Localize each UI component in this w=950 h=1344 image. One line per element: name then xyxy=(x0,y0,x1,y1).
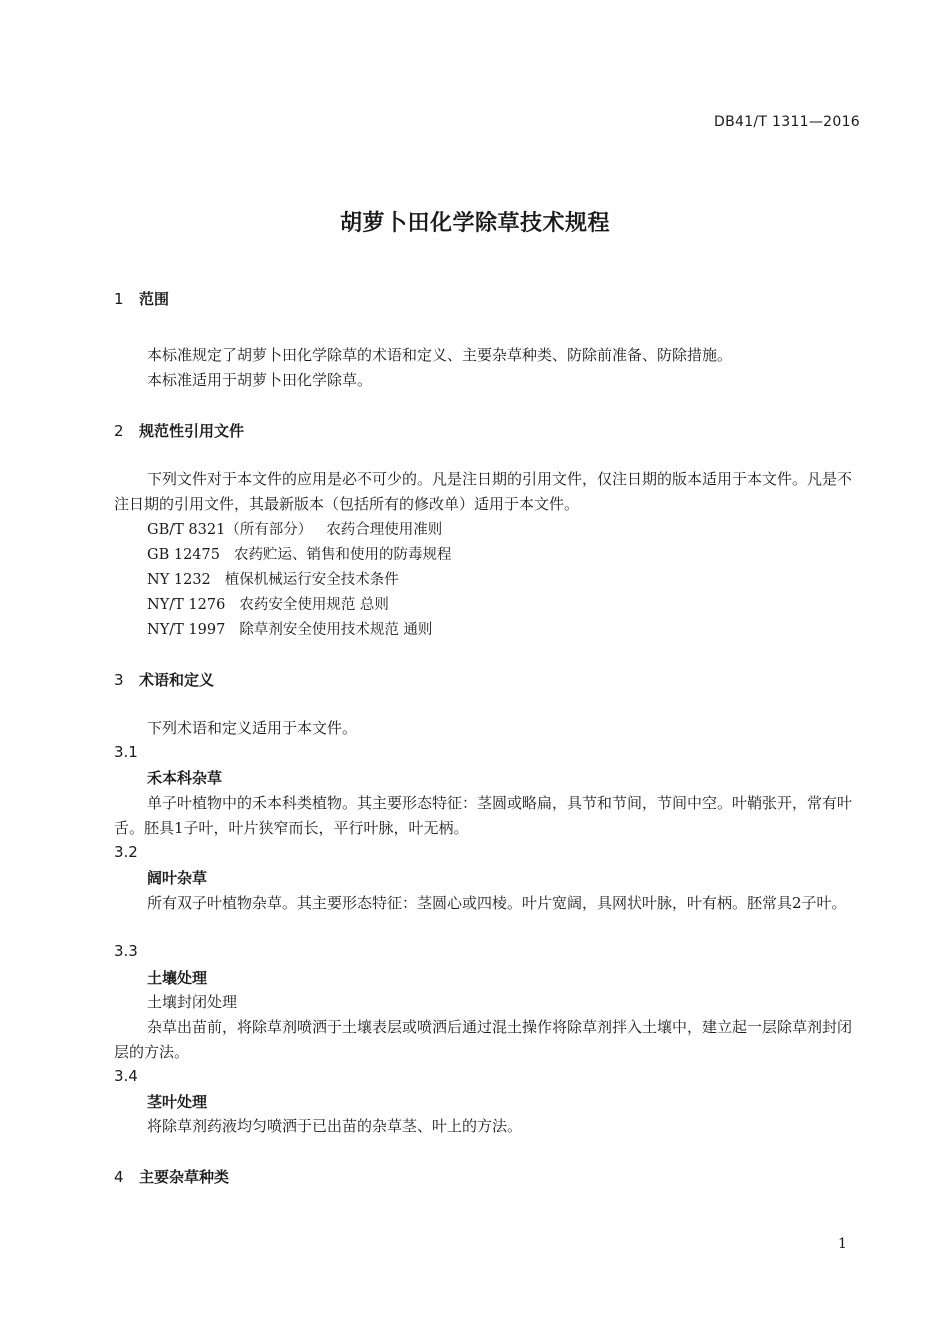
term-definition: 将除草剂药液均匀喷洒于已出苗的杂草茎、叶上的方法。 xyxy=(147,1117,523,1135)
reference-item xyxy=(147,568,399,589)
document-title: 胡萝卜田化学除草技术规程 xyxy=(339,211,610,236)
section-number: 4 xyxy=(114,1168,124,1186)
page-number: 1 xyxy=(838,1236,847,1252)
section-title: 术语和定义 xyxy=(139,671,215,689)
reference-item xyxy=(147,618,432,639)
term-number: 3.2 xyxy=(114,843,138,861)
paragraph: 本标准适用于胡萝卜田化学除草。 xyxy=(147,371,373,389)
term-name: 禾本科杂草 xyxy=(147,769,223,787)
section-number: 3 xyxy=(114,671,124,689)
section-number: 2 xyxy=(114,422,124,440)
section-title: 范围 xyxy=(139,290,170,308)
reference-title: 农药安全使用规范 总则 xyxy=(239,597,389,613)
term-number: 3.4 xyxy=(114,1067,138,1085)
reference-code: NY/T 1997 xyxy=(147,622,226,638)
term-definition: 单子叶植物中的禾本科类植物。其主要形态特征：茎圆或略扁，具节和节间，节间中空。叶鞘张开，常有叶舌。胚具1子叶，叶片狭窄而长，平行叶脉，叶无柄。 xyxy=(114,794,853,837)
section-3-heading xyxy=(114,669,214,690)
section-number: 1 xyxy=(114,290,124,308)
reference-code: GB 12475 xyxy=(147,547,220,563)
paragraph: 下列文件对于本文件的应用是必不可少的。凡是注日期的引用文件，仅注日期的版本适用于本文件。凡是不注日期的引用文件，其最新版本（包括所有的修改单）适用于本文件。 xyxy=(114,470,853,513)
term-name: 阔叶杂草 xyxy=(147,869,208,887)
term-alias: 土壤封闭处理 xyxy=(147,993,238,1011)
term-definition: 杂草出苗前，将除草剂喷洒于土壤表层或喷洒后通过混土操作将除草剂拌入土壤中，建立起一层除草剂封闭层的方法。 xyxy=(114,1018,853,1061)
section-title: 规范性引用文件 xyxy=(139,422,245,440)
reference-item xyxy=(147,593,389,614)
reference-title: 植保机械运行安全技术条件 xyxy=(224,572,399,588)
term-number: 3.3 xyxy=(114,942,138,960)
reference-title: 农药贮运、销售和使用的防毒规程 xyxy=(233,547,452,563)
standard-code: DB41/T 1311—2016 xyxy=(714,114,860,130)
term-name: 土壤处理 xyxy=(147,969,208,987)
paragraph: 本标准规定了胡萝卜田化学除草的术语和定义、主要杂草种类、防除前准备、防除措施。 xyxy=(147,346,733,364)
reference-title: 农药合理使用准则 xyxy=(326,522,443,538)
paragraph: 下列术语和定义适用于本文件。 xyxy=(147,719,358,737)
reference-code: NY 1232 xyxy=(147,572,211,588)
reference-item xyxy=(147,543,451,564)
section-1-heading xyxy=(114,288,169,309)
reference-code: NY/T 1276 xyxy=(147,597,226,613)
section-2-heading xyxy=(114,420,244,441)
term-definition: 所有双子叶植物杂草。其主要形态特征：茎圆心或四棱。叶片宽阔，具网状叶脉，叶有柄。胚常具2子叶。 xyxy=(147,894,847,912)
reference-item xyxy=(147,518,442,539)
term-name: 茎叶处理 xyxy=(147,1093,208,1111)
term-number: 3.1 xyxy=(114,743,138,761)
section-4-heading xyxy=(114,1166,229,1187)
reference-code: GB/T 8321（所有部分） xyxy=(147,522,313,538)
section-title: 主要杂草种类 xyxy=(139,1168,230,1186)
reference-title: 除草剂安全使用技术规范 通则 xyxy=(239,622,433,638)
